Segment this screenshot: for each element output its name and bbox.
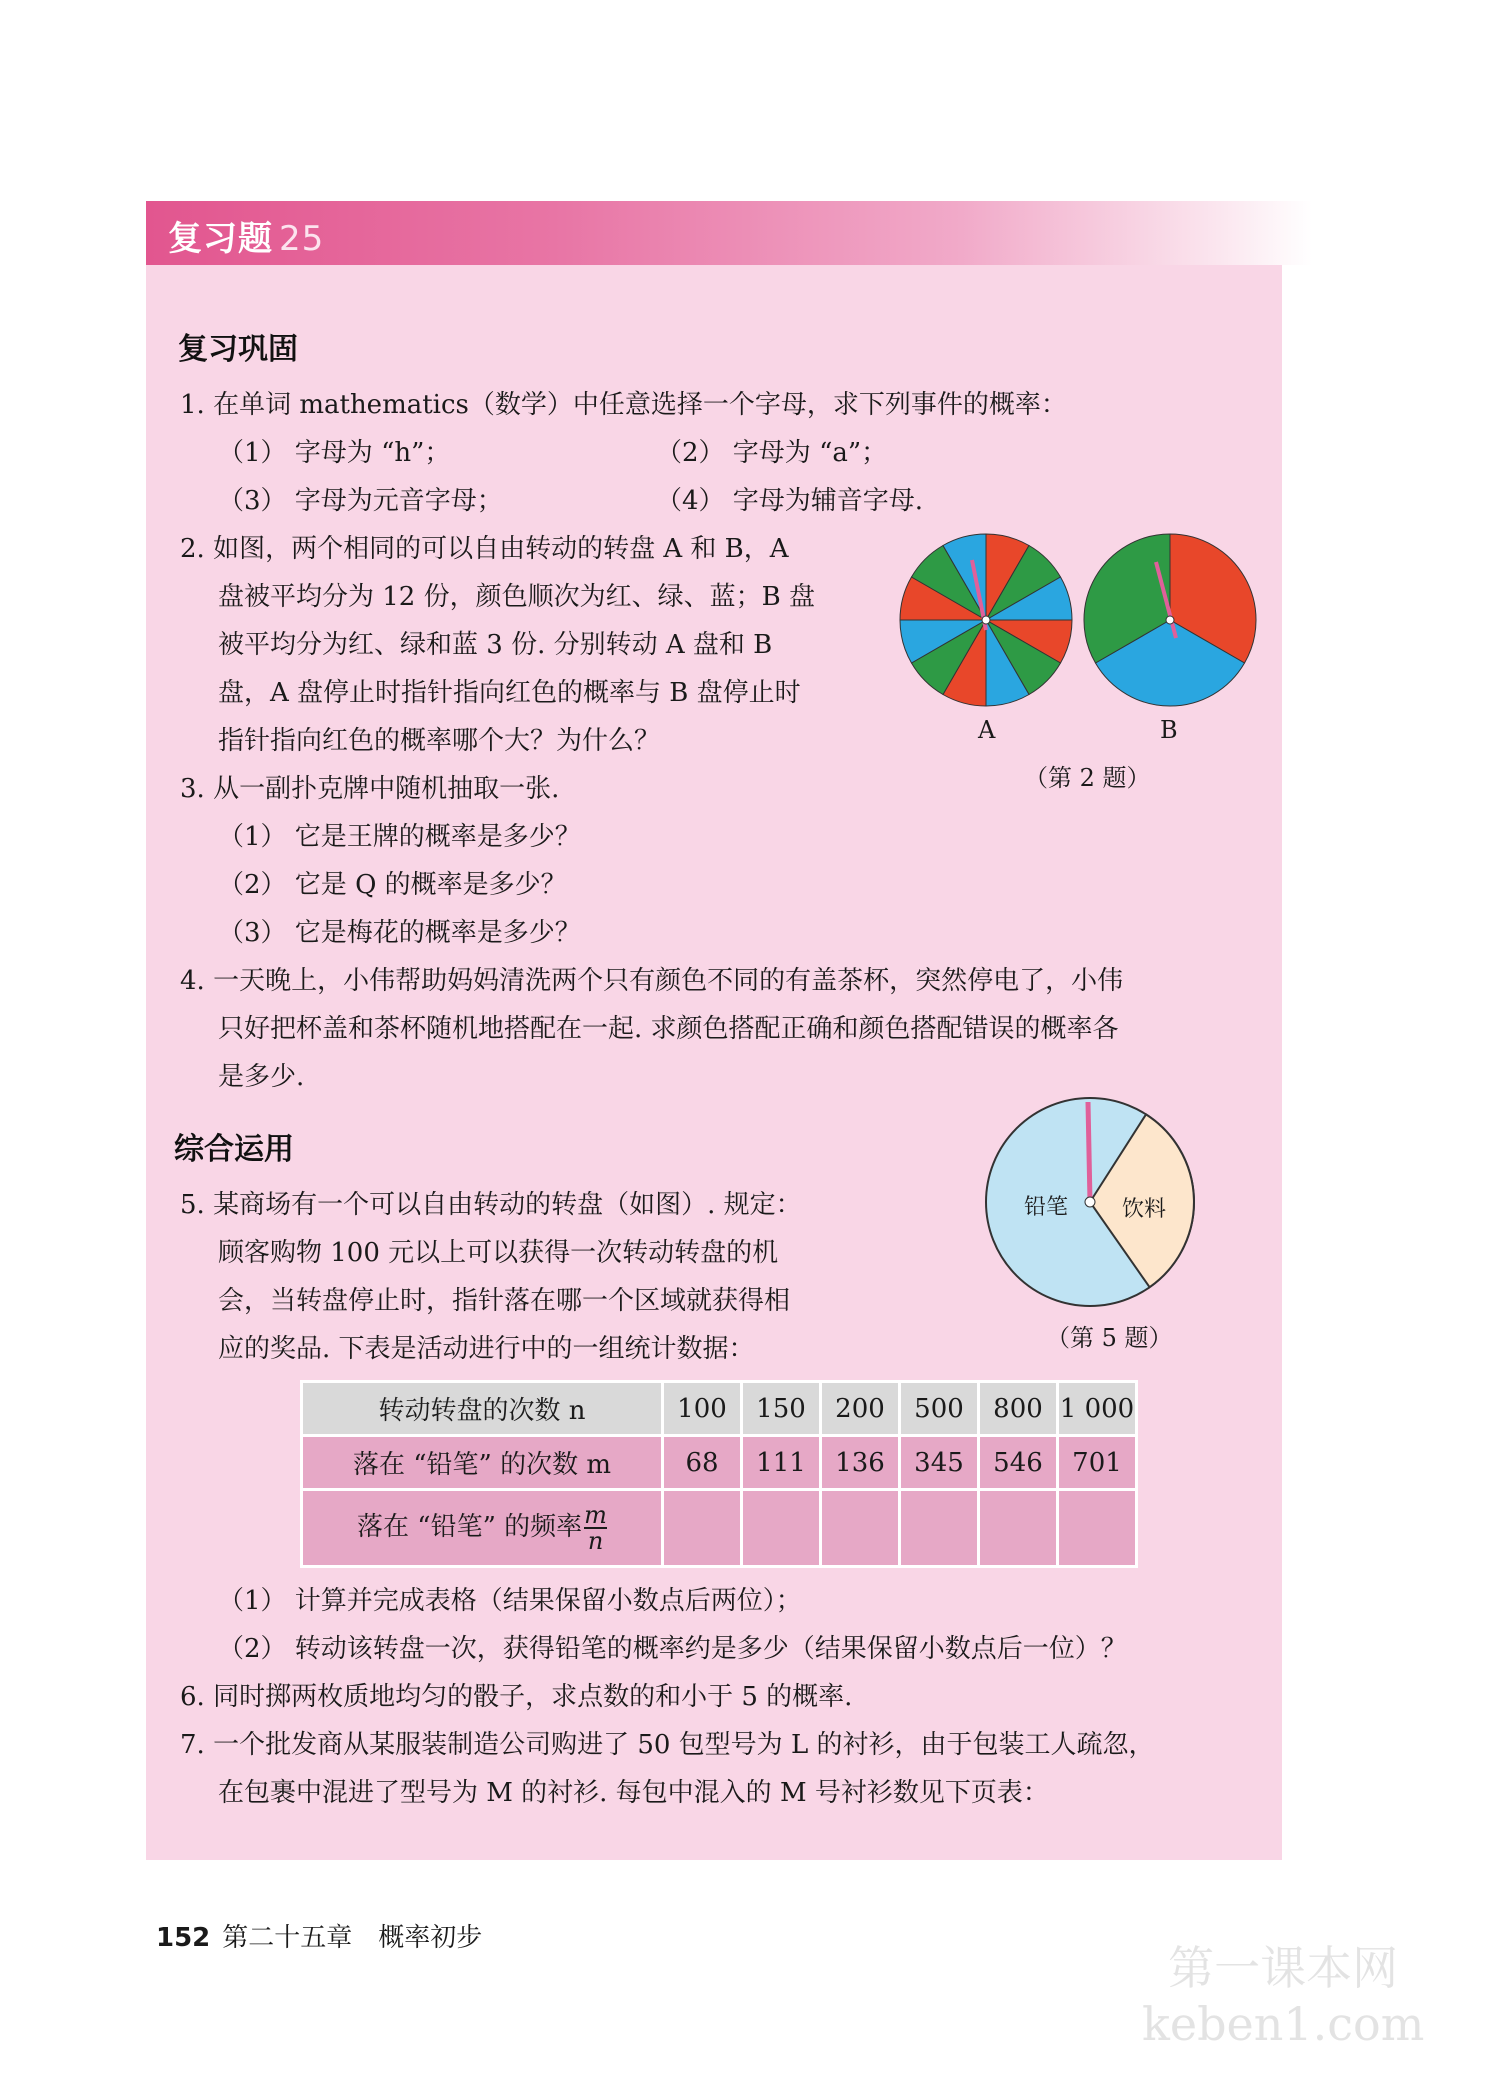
- watermark: [1142, 1940, 1424, 2052]
- table-row: [302, 1436, 1137, 1490]
- table-cell: 500: [900, 1382, 979, 1436]
- spinner-b: [1084, 534, 1256, 706]
- prize-wheel-pointer: [1088, 1102, 1090, 1202]
- table-cell: 100: [663, 1382, 742, 1436]
- q5-line3: 会，当转盘停止时，指针落在哪一个区域就获得相: [218, 1286, 791, 1316]
- q2-line5: 指针指向红色的概率哪个大？为什么？: [218, 726, 661, 756]
- q5-line4: 应的奖品. 下表是活动进行中的一组统计数据：: [218, 1334, 755, 1364]
- q3-part3: （3） 它是梅花的概率是多少？: [218, 918, 581, 948]
- q7-line1: 7. 一个批发商从某服装制造公司购进了 50 包型号为 L 的衬衫，由于包装工人疏忽，: [180, 1730, 1155, 1760]
- q4-line3: 是多少.: [218, 1062, 305, 1092]
- q5-figure-caption: （第 5 题）: [1046, 1324, 1173, 1352]
- table-cell-blank: [742, 1490, 821, 1567]
- q2-figure-caption: （第 2 题）: [1024, 764, 1151, 792]
- q1-stem: 1. 在单词 mathematics（数学）中任意选择一个字母，求下列事件的概率：: [180, 390, 1067, 420]
- q1-part1: （1） 字母为 “h”；: [218, 438, 451, 468]
- spinner-a-label: A: [978, 716, 996, 744]
- table-cell-blank: [821, 1490, 900, 1567]
- q2-line3: 被平均分为红、绿和蓝 3 份. 分别转动 A 盘和 B: [218, 630, 773, 660]
- table-cell: 68: [663, 1436, 742, 1490]
- q5-stats-table: [300, 1380, 1138, 1568]
- table-cell-blank: [979, 1490, 1058, 1567]
- q6-line: 6. 同时掷两枚质地均匀的骰子，求点数的和小于 5 的概率.: [180, 1682, 853, 1712]
- table-cell: 701: [1058, 1436, 1137, 1490]
- section-apply-title: 综合运用: [174, 1132, 294, 1167]
- table-row: [302, 1382, 1137, 1436]
- table-cell: 1 000: [1058, 1382, 1137, 1436]
- q4-line1: 4. 一天晚上，小伟帮助妈妈清洗两个只有颜色不同的有盖茶杯，突然停电了，小伟: [180, 966, 1124, 996]
- watermark-line2: keben1.com: [1142, 1997, 1425, 2051]
- table-cell: 200: [821, 1382, 900, 1436]
- q5-line2: 顾客购物 100 元以上可以获得一次转动转盘的机: [218, 1238, 779, 1268]
- q1-part3: （3） 字母为元音字母；: [218, 486, 503, 516]
- row-label-frequency-text: 落在 “铅笔” 的频率: [357, 1512, 583, 1542]
- prize-wheel: [980, 1092, 1200, 1312]
- table-cell-blank: [1058, 1490, 1137, 1567]
- q1-part4: （4） 字母为辅音字母.: [656, 486, 924, 516]
- fraction-numerator: m: [584, 1501, 607, 1529]
- table-cell-blank: [663, 1490, 742, 1567]
- table-row: [302, 1490, 1137, 1567]
- fraction-m-over-n: [584, 1503, 607, 1553]
- spinner-b-label: B: [1160, 716, 1178, 744]
- row-label-pencil-count: 落在 “铅笔” 的次数 m: [302, 1436, 663, 1490]
- exercise-banner: [146, 201, 1312, 265]
- fraction-denominator: n: [587, 1527, 604, 1555]
- q2-line2: 盘被平均分为 12 份，颜色顺次为红、绿、蓝；B 盘: [218, 582, 815, 612]
- page-footer: [156, 1917, 482, 1954]
- q1-part2: （2） 字母为 “a”；: [656, 438, 888, 468]
- row-label-pencil-frequency: [302, 1490, 663, 1567]
- section-review-title: 复习巩固: [178, 332, 298, 367]
- row-label-spins: 转动转盘的次数 n: [302, 1382, 663, 1436]
- prize-wheel-pencil-label: 铅笔: [1024, 1195, 1069, 1220]
- table-cell: 111: [742, 1436, 821, 1490]
- table-cell: 800: [979, 1382, 1058, 1436]
- prize-wheel-drink-label: 饮料: [1122, 1197, 1167, 1222]
- q4-line2: 只好把杯盖和茶杯随机地搭配在一起. 求颜色搭配正确和颜色搭配错误的概率各: [218, 1014, 1119, 1044]
- q5-sub1: （1） 计算并完成表格（结果保留小数点后两位）；: [218, 1586, 802, 1616]
- q5-sub2: （2） 转动该转盘一次，获得铅笔的概率约是多少（结果保留小数点后一位）？: [218, 1634, 1127, 1664]
- q2-line4: 盘，A 盘停止时指针指向红色的概率与 B 盘停止时: [218, 678, 801, 708]
- table-cell: 136: [821, 1436, 900, 1490]
- watermark-line1: 第一课本网: [1168, 1941, 1399, 1995]
- banner-title: 复习题 25: [168, 219, 325, 259]
- q3-stem: 3. 从一副扑克牌中随机抽取一张.: [180, 774, 560, 804]
- spinner-figure: [890, 528, 1270, 718]
- page-number: 152: [156, 1923, 211, 1953]
- spinner-a: [900, 534, 1072, 706]
- table-cell-blank: [900, 1490, 979, 1567]
- q3-part1: （1） 它是王牌的概率是多少？: [218, 822, 581, 852]
- q5-line1: 5. 某商场有一个可以自由转动的转盘（如图）. 规定：: [180, 1190, 802, 1220]
- chapter-title: 第二十五章 概率初步: [222, 1923, 483, 1953]
- q2-line1: 2. 如图，两个相同的可以自由转动的转盘 A 和 B，A: [180, 534, 789, 564]
- q3-part2: （2） 它是 Q 的概率是多少？: [218, 870, 567, 900]
- table-cell: 150: [742, 1382, 821, 1436]
- q7-line2: 在包裹中混进了型号为 M 的衬衫. 每包中混入的 M 号衬衫数见下页表：: [218, 1778, 1049, 1808]
- table-cell: 546: [979, 1436, 1058, 1490]
- table-cell: 345: [900, 1436, 979, 1490]
